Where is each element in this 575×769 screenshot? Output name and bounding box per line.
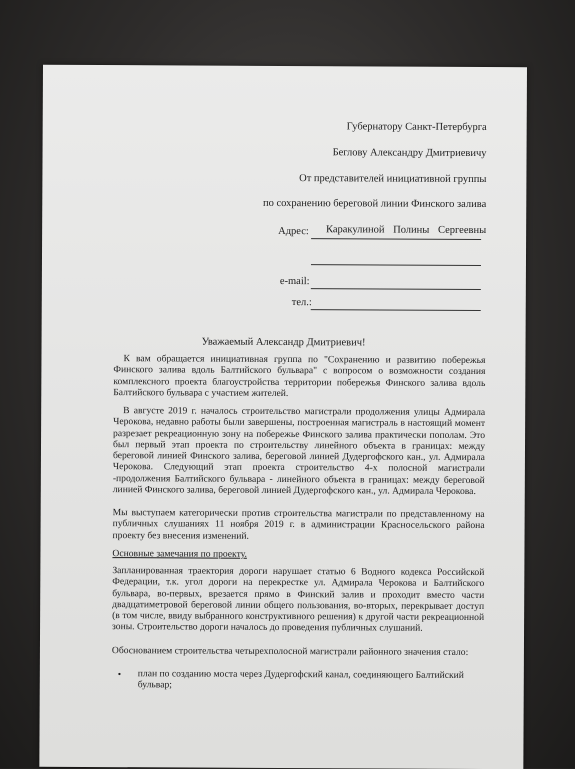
address-line-2	[311, 264, 481, 266]
paragraph-justification: Обоснованием строительства четырехполосной магистрали районного значения стало:	[111, 645, 469, 658]
email-line	[311, 288, 481, 290]
bullet-marker: •	[117, 669, 122, 681]
bullet-item-bridge: план по созданию моста через Дудергофский канал, соединяющего Балтийский бульвар;	[137, 668, 464, 691]
paragraph-remarks-text: Запланированная траектория дороги нарушает статью 6 Водного кодекса Российской Федерации, т.к. угол дороги на перекрестке ул. Адмирала Черокова и Балтийского бульвара, во-первых, врезается прямо в Финский залив и проходит вместо части двадцатиметровой береговой линии общего пользования, во-вторых, перекрывает доступ (в том числе, ввиду выбранного конструктивного решения) к другой части рекреационной зоны. Строительство дороги началось до проведения публичных слушаний.	[112, 565, 485, 635]
paragraph-objection-text: Мы выступаем категорически против строительства магистрали по представленному на публичных слушаниях 11 ноября 2019 г. в администрации Красносельского района проекту без внесения изменений.	[112, 507, 485, 542]
address-line-1	[311, 238, 481, 240]
addressee-name: Беглову Александру Дмитриевичу	[332, 147, 487, 160]
section-title: Основные замечания по проекту.	[112, 548, 247, 560]
sender-name: Каракулиной Полины Сергеевны	[325, 224, 487, 237]
addressee-title: Губернатору Санкт-Петербурга	[346, 121, 487, 134]
paragraph-construction-text: В августе 2019 г. началось строительство магистрали продолжения улицы Адмирала Черокова, недавно работы были завершены, построенная магистраль в настоящий момент разрезает рекреационную зону на побережье Финского залива практически пополам. Это был первый этап проекта по строительству линейного объекта в границах: между береговой линией Финского залива, береговой линией Дудергофского кан., ул. Адмирала Черокова. Следующий этап проекта строительство 4-х полосной магистрали -продолжения Балтийского бульвара - линейного объекта в границах: между береговой линией Финского залива, береговой линией Дудергофского кан., ул. Адмирала Черокова.	[112, 405, 486, 498]
paragraph-intro	[113, 353, 485, 400]
greeting: Уважаемый Александр Дмитриевич!	[201, 336, 366, 349]
phone-line	[311, 309, 481, 311]
paragraph-objection	[113, 507, 485, 543]
address-label: Адрес:	[278, 225, 309, 238]
document-page	[39, 65, 527, 769]
paragraph-construction	[113, 405, 485, 497]
paragraph-remarks	[112, 565, 484, 635]
sender-group: От представителей инициативной группы	[299, 173, 487, 186]
sender-group-purpose: по сохранению береговой линии Финского залива	[262, 197, 487, 211]
paragraph-intro-text: К вам обращается инициативная группа по "Сохранению и развитию побережья Финского залива вдоль Балтийского бульвара" с вопросом о возможности создания комплексного проекта благоустройства территории побережья Финского залива вдоль Балтийского бульвара с участием жителей.	[113, 353, 486, 399]
phone-label: тел.:	[291, 297, 312, 309]
email-label: e-mail:	[279, 275, 310, 288]
